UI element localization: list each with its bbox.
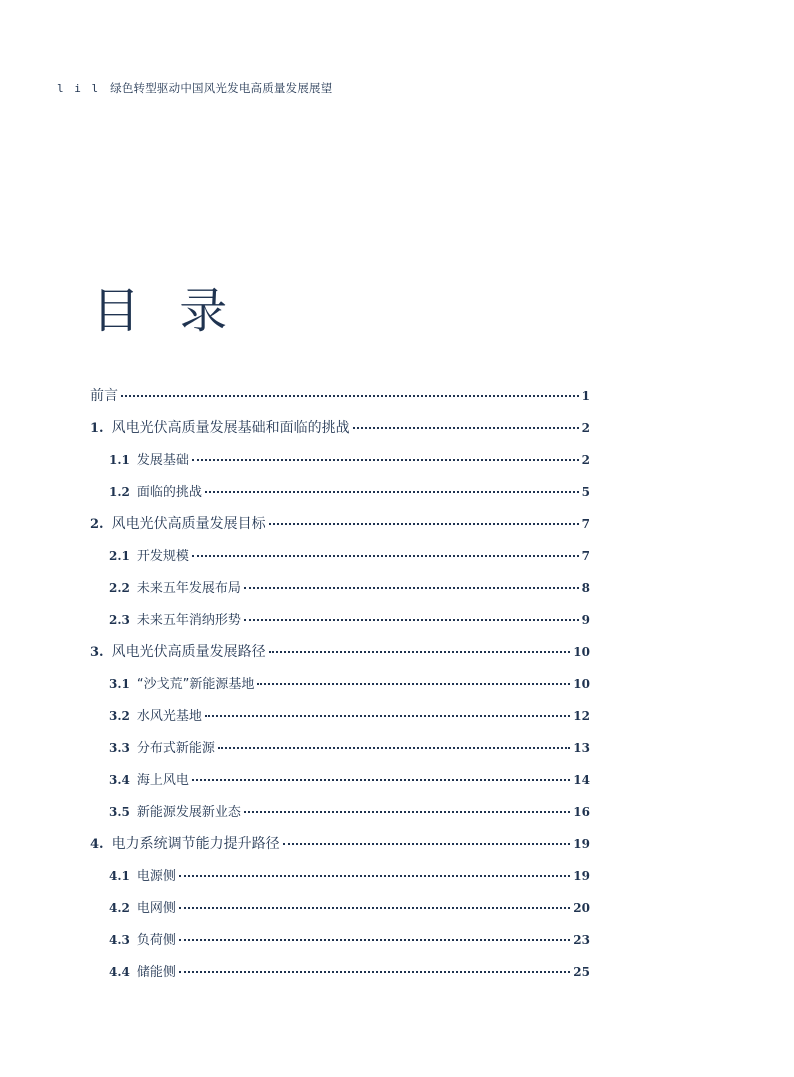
toc-dot-leader [353,423,579,429]
toc-entry-label: 电源侧 [136,869,176,884]
toc-dot-leader [192,775,570,781]
toc-chapter-entry[interactable] [90,512,590,544]
toc-entry-number: 4.3 [109,933,130,947]
toc-dot-leader [192,455,579,461]
toc-section-entry[interactable] [90,480,590,512]
toc-entry-number: 4.2 [109,901,130,915]
toc-chapter-entry[interactable] [90,384,590,416]
toc-dot-leader [244,583,579,589]
header-page-mark: l i l [57,81,101,95]
toc-entry-label: 开发规模 [136,549,189,564]
toc-dot-leader [179,871,570,877]
toc-page-number: 2 [581,453,590,467]
toc-page-number: 7 [581,517,590,531]
toc-entry-label: 风电光伏高质量发展基础和面临的挑战 [111,420,350,436]
toc-page-number: 19 [573,869,590,883]
toc-page-number: 25 [573,965,590,979]
toc-section-entry[interactable] [90,576,590,608]
toc-section-entry[interactable] [90,928,590,960]
toc-entry-label: 电网侧 [136,901,176,916]
toc-page-number: 8 [581,581,590,595]
toc-dot-leader [179,935,570,941]
table-of-contents [90,384,590,992]
toc-entry-number: 3.1 [109,677,130,691]
toc-dot-leader [269,519,579,525]
toc-section-entry[interactable] [90,736,590,768]
toc-section-entry[interactable] [90,608,590,640]
toc-dot-leader [121,391,579,397]
toc-page-number: 1 [581,389,590,403]
toc-dot-leader [244,807,570,813]
toc-page-number: 10 [573,677,590,691]
toc-dot-leader [205,711,570,717]
running-header [57,80,332,96]
toc-dot-leader [218,743,570,749]
toc-entry-number: 3.5 [109,805,130,819]
toc-entry-label: 分布式新能源 [136,741,215,756]
toc-page-number: 2 [581,421,590,435]
toc-entry-label: 风电光伏高质量发展路径 [111,644,266,660]
toc-dot-leader [179,967,570,973]
toc-dot-leader [179,903,570,909]
toc-section-entry[interactable] [90,896,590,928]
toc-entry-label: 前言 [90,388,118,404]
toc-page-number: 12 [573,709,590,723]
toc-entry-label: 负荷侧 [136,933,176,948]
toc-page-number: 14 [573,773,590,787]
toc-entry-label: “沙戈荒”新能源基地 [136,677,255,692]
toc-title: 目 录 [92,283,240,339]
toc-page-number: 10 [573,645,590,659]
toc-section-entry[interactable] [90,960,590,992]
toc-chapter-entry[interactable] [90,416,590,448]
toc-entry-number: 2.3 [109,613,130,627]
toc-page-number: 20 [573,901,590,915]
toc-page-number: 9 [581,613,590,627]
toc-section-entry[interactable] [90,544,590,576]
toc-page-number: 5 [581,485,590,499]
header-title: 绿色转型驱动中国风光发电高质量发展展望 [110,81,333,95]
toc-entry-number: 2. [90,517,104,532]
toc-entry-label: 新能源发展新业态 [136,805,241,820]
toc-dot-leader [244,615,579,621]
toc-entry-label: 海上风电 [136,773,189,788]
toc-section-entry[interactable] [90,448,590,480]
toc-dot-leader [283,839,571,845]
toc-entry-label: 储能侧 [136,965,176,980]
toc-dot-leader [205,487,579,493]
toc-entry-number: 1. [90,421,104,436]
toc-entry-label: 未来五年发展布局 [136,581,241,596]
toc-dot-leader [257,679,570,685]
toc-chapter-entry[interactable] [90,640,590,672]
toc-page-number: 7 [581,549,590,563]
toc-section-entry[interactable] [90,672,590,704]
toc-entry-label: 电力系统调节能力提升路径 [111,836,280,852]
toc-entry-number: 3. [90,645,104,660]
toc-dot-leader [269,647,571,653]
toc-page-number: 23 [573,933,590,947]
toc-entry-number: 3.3 [109,741,130,755]
toc-entry-label: 面临的挑战 [136,485,202,500]
toc-entry-number: 4.4 [109,965,130,979]
toc-entry-number: 2.2 [109,581,130,595]
toc-entry-number: 3.2 [109,709,130,723]
toc-entry-number: 1.2 [109,485,130,499]
toc-entry-label: 水风光基地 [136,709,202,724]
toc-page-number: 16 [573,805,590,819]
toc-entry-label: 未来五年消纳形势 [136,613,241,628]
toc-entry-number: 2.1 [109,549,130,563]
toc-entry-label: 发展基础 [136,453,189,468]
toc-section-entry[interactable] [90,800,590,832]
toc-dot-leader [192,551,579,557]
toc-entry-label: 风电光伏高质量发展目标 [111,516,266,532]
toc-page-number: 19 [573,837,590,851]
toc-entry-number: 4.1 [109,869,130,883]
toc-chapter-entry[interactable] [90,832,590,864]
toc-page-number: 13 [573,741,590,755]
toc-section-entry[interactable] [90,768,590,800]
toc-entry-number: 4. [90,837,104,852]
toc-section-entry[interactable] [90,704,590,736]
toc-section-entry[interactable] [90,864,590,896]
toc-entry-number: 1.1 [109,453,130,467]
toc-entry-number: 3.4 [109,773,130,787]
